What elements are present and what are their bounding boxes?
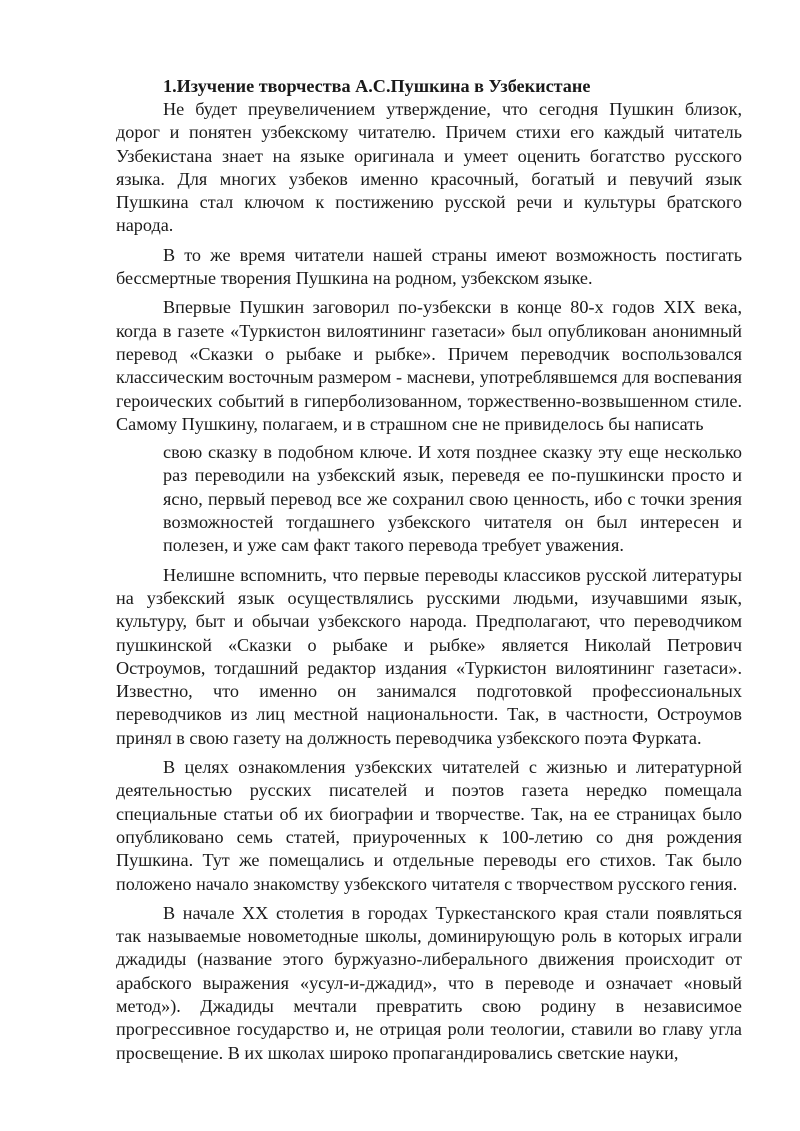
section-title: 1.Изучение творчества А.С.Пушкина в Узбекистане [163, 76, 591, 96]
paragraph-5: Нелишне вспомнить, что первые переводы классиков русской литературы на узбекский язык осуществлялись русскими людьми, изучавшими язык, культуру, быт и обычаи узбекского народа. Предполагают, что переводчиком пушкинской «Сказки о рыбаке и рыбке» является Николай Петрович Остроумов, тогдашний редактор издания «Туркистон вилоятининг газетаси». Известно, что именно он занимался подготовкой профессиональных переводчиков из лиц местной национальности. Так, в частности, Остроумов принял в свою газету на должность переводчика узбекского поэта Фурката. [116, 564, 742, 748]
paragraph-4-continuation: свою сказку в подобном ключе. И хотя позднее сказку эту еще несколько раз переводили на узбекский язык, переведя ее по-пушкински просто и ясно, первый перевод все же сохранил свою ценность, ибо с точки зрения возможностей тогдашнего узбекского читателя он был интересен и полезен, и уже сам факт такого перевода требует уважения. [163, 442, 742, 556]
paragraph-2: В то же время читатели нашей страны имеют возможность постигать бессмертные творения Пушкина на родном, узбекском языке. [116, 244, 742, 289]
paragraph-3: Впервые Пушкин заговорил по-узбекски в конце 80-х годов XIX века, когда в газете «Туркистон вилоятининг газетаси» был опубликован анонимный перевод «Сказки о рыбаке и рыбке». Причем переводчик воспользовался классическим восточным размером - масневи, употреблявшемся для воспевания героических событий в гиперболизованном, торжественно-возвышенном стиле. Самому Пушкину, полагаем, и в страшном сне не привиделось бы написать [116, 297, 742, 434]
paragraph-6: В целях ознакомления узбекских читателей с жизнью и литературной деятельностью русских писателей и поэтов газета нередко помещала специальные статьи об их биографии и творчестве. Так, на ее страницах было опубликовано семь статей, приуроченных к 100-летию со дня рождения Пушкина. Тут же помещались и отдельные переводы его стихов. Так было положено начало знакомству узбекского читателя с творчеством русского гения. [116, 757, 742, 894]
paragraph-1: Не будет преувеличением утверждение, что сегодня Пушкин близок, дорог и понятен узбекскому читателю. Причем стихи его каждый читатель Узбекистана знает на языке оригинала и умеет оценить богатство русского языка. Для многих узбеков именно красочный, богатый и певучий язык Пушкина стал ключом к постижению русской речи и культуры братского народа. [116, 99, 742, 236]
document-page [116, 74, 742, 1065]
paragraph-7: В начале XX столетия в городах Туркестанского края стали появляться так называемые новометодные школы, доминирующую роль в которых играли джадиды (название этого буржуазно-либерального движения происходит от арабского выражения «усул-и-джадид», что в переводе и означает «новый метод»). Джадиды мечтали превратить свою родину в независимое прогрессивное государство и, не отрицая роли теологии, ставили во главу угла просвещение. В их школах широко пропагандировались светские науки, [116, 902, 742, 1063]
